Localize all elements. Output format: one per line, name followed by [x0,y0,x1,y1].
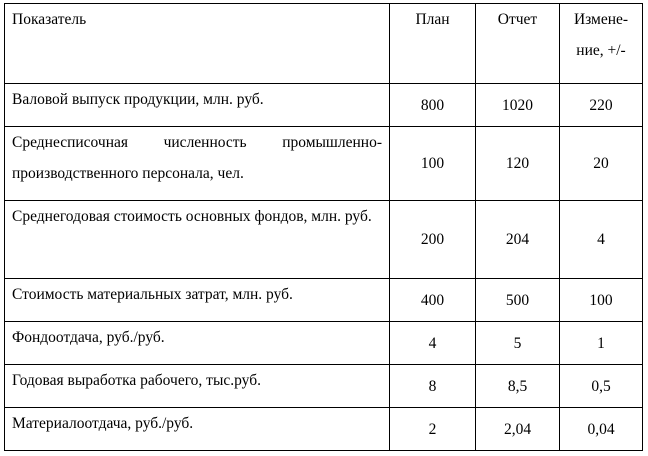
row-indicator: Среднесписочная численность промышленно-производственного персонала, чел. [5,127,390,201]
row-plan: 4 [390,322,476,365]
row-report: 1020 [476,84,560,127]
table-row [5,322,643,365]
row-indicator: Годовая выработка рабочего, тыс.руб. [5,365,390,408]
row-change: 1 [560,322,643,365]
row-change: 4 [560,201,643,279]
indicators-table [4,3,643,451]
row-change: 0,5 [560,365,643,408]
row-plan: 2 [390,408,476,451]
header-indicator: Показатель [5,4,390,84]
header-change-line2: ние, +/- [576,42,626,59]
table-row [5,408,643,451]
table-row [5,84,643,127]
row-change: 0,04 [560,408,643,451]
header-report: Отчет [476,4,560,84]
row-report: 5 [476,322,560,365]
table-row [5,201,643,279]
row-report: 500 [476,279,560,322]
row-change: 220 [560,84,643,127]
row-plan: 800 [390,84,476,127]
row-plan: 400 [390,279,476,322]
row-plan: 100 [390,127,476,201]
row-indicator: Фондоотдача, руб./руб. [5,322,390,365]
header-plan: План [390,4,476,84]
header-row [5,4,643,84]
row-report: 2,04 [476,408,560,451]
row-indicator: Стоимость материальных затрат, млн. руб. [5,279,390,322]
row-report: 8,5 [476,365,560,408]
table-row [5,279,643,322]
row-indicator: Материалоотдача, руб./руб. [5,408,390,451]
table-row [5,127,643,201]
row-plan: 200 [390,201,476,279]
row-report: 204 [476,201,560,279]
header-change-line1: Измене- [573,11,629,28]
row-change: 20 [560,127,643,201]
row-indicator: Среднегодовая стоимость основных фондов, млн. руб. [5,201,390,279]
row-report: 120 [476,127,560,201]
header-change [560,4,643,84]
row-change: 100 [560,279,643,322]
row-plan: 8 [390,365,476,408]
row-indicator: Валовой выпуск продукции, млн. руб. [5,84,390,127]
table-row [5,365,643,408]
